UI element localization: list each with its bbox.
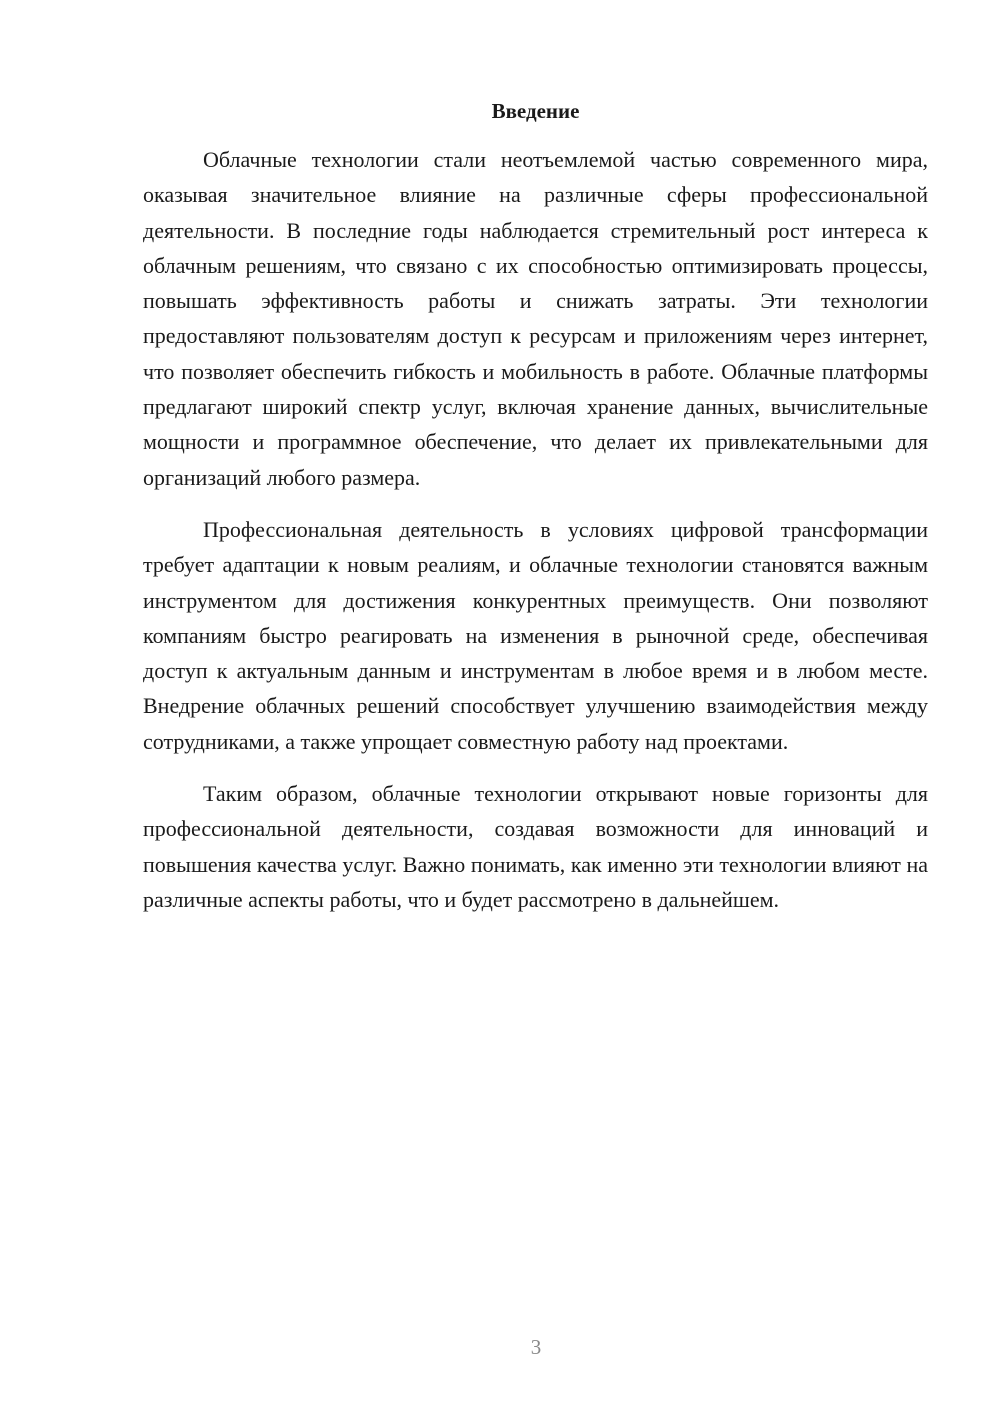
paragraph-3: Таким образом, облачные технологии открывают новые горизонты для профессиональной деятельности, создавая возможности для инноваций и повышения качества услуг. Важно понимать, как именно эти технологии влияют на различные аспекты работы, что и будет рассмотрено в дальнейшем. — [143, 781, 928, 912]
page-number: 3 — [530, 1335, 542, 1359]
body-text — [143, 142, 928, 934]
paragraph-1: Облачные технологии стали неотъемлемой частью современного мира, оказывая значительное влияние на различные сферы профессиональной деятельности. В последние годы наблюдается стремительный рост интереса к облачным решениям, что связано с их способностью оптимизировать процессы, повышать эффективность работы и снижать затраты. Эти технологии предоставляют пользователям доступ к ресурсам и приложениям через интернет, что позволяет обеспечить гибкость и мобильность в работе. Облачные платформы предлагают широкий спектр услуг, включая хранение данных, вычислительные мощности и программное обеспечение, что делает их привлекательными для организаций любого размера. — [143, 147, 928, 490]
paragraph-2: Профессиональная деятельность в условиях цифровой трансформации требует адаптации к новым реалиям, и облачные технологии становятся важным инструментом для достижения конкурентных преимуществ. Они позволяют компаниям быстро реагировать на изменения в рыночной среде, обеспечивая доступ к актуальным данным и инструментам в любое время и в любом месте. Внедрение облачных решений способствует улучшению взаимодействия между сотрудниками, а также упрощает совместную работу над проектами. — [143, 516, 928, 754]
section-heading: Введение — [491, 99, 580, 123]
